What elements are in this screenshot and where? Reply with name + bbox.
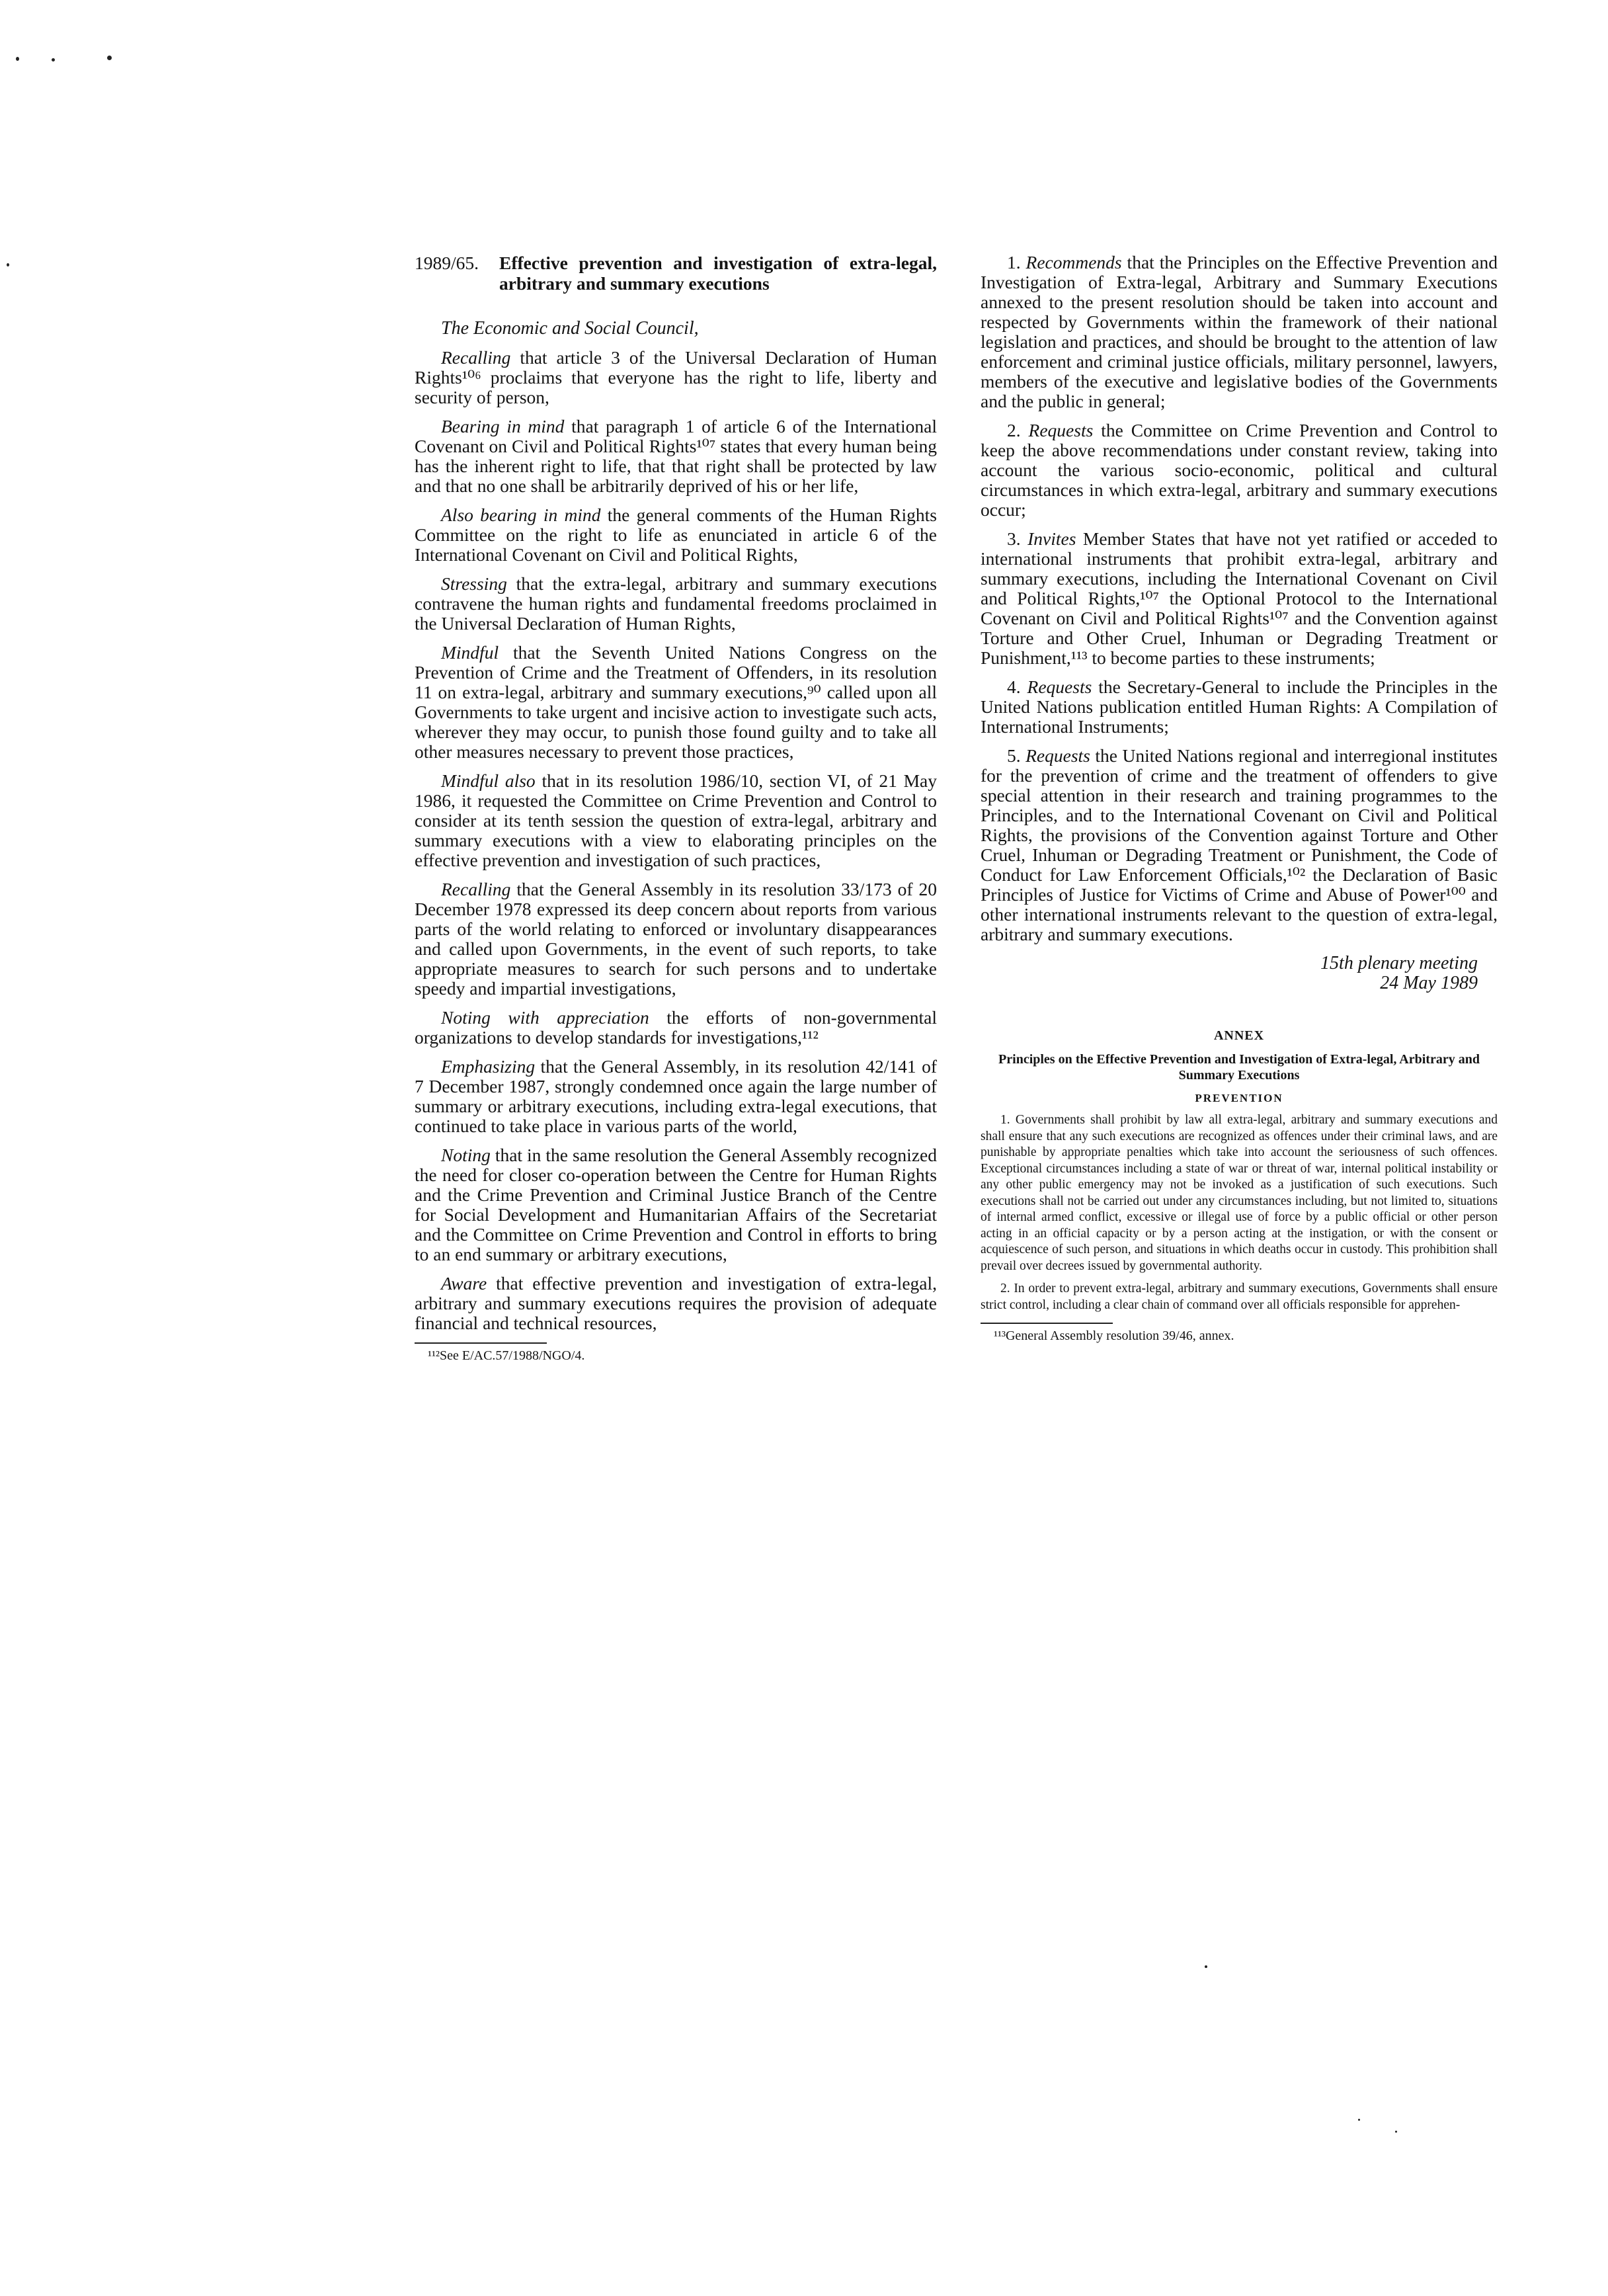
scan-speck [1395,2131,1397,2133]
preamble-text: that the extra-legal, arbitrary and summary executions contravene the human rights and fundamental freedoms proclaimed in the Universal Declaration of Human Rights, [415,573,937,634]
preamble-paragraph [415,348,937,407]
preamble-lead: Noting [441,1145,491,1165]
preamble-paragraph [415,1145,937,1264]
preamble-lead: Recalling [441,347,511,368]
preamble-lead: Recalling [441,879,511,899]
scan-speck [1205,1965,1207,1968]
operative-number: 2. [1007,420,1021,440]
footnote: ¹¹³General Assembly resolution 39/46, annex. [994,1329,1234,1343]
operative-paragraph [981,253,1498,411]
preamble-text: the general comments of the Human Rights Committee on the right to life as enunciated in article 6 of the International Covenant on Civil and Political Rights, [415,505,937,565]
preamble-text: that the General Assembly, in its resolution 42/141 of 7 December 1987, strongly condemned once again the large number of summary or arbitrary executions, including extra-legal executions, that continued to take place in various parts of the world, [415,1056,937,1136]
preamble-text: that article 3 of the Universal Declaration of Human Rights¹⁰⁶ proclaims that everyone has the right to life, liberty and security of person, [415,347,937,407]
operative-number: 3. [1007,528,1021,549]
operative-text: the Committee on Crime Prevention and Control to keep the above recommendations under constant review, taking into account the various socio-economic, political and cultural circumstances in which extra-legal, arbitrary and summary executions occur; [981,420,1498,520]
operative-text: Member States that have not yet ratified or acceded to international instruments that prohibit extra-legal, arbitrary and summary executions, including the International Covenant on Civil and Political Rights,¹⁰⁷ the Optional Protocol to the International Covenant on Civil and Political Rights¹⁰⁷ and the Convention against Torture and Other Cruel, Inhuman or Degrading Treatment or Punishment,¹¹³ to become parties to these instruments; [981,528,1498,668]
preamble-text: the efforts of non-governmental organizations to develop standards for investigations,¹¹² [415,1007,937,1047]
left-column [415,253,937,1364]
operative-paragraph [981,746,1498,944]
preamble-paragraph [415,1057,937,1136]
operative-lead: Invites [1027,528,1076,549]
preamble-lead: Aware [441,1273,487,1293]
annex-paragraph: 2. In order to prevent extra-legal, arbitrary and summary executions, Governments shall ensure strict control, including a clear chain of command over all officials responsible for apprehen- [981,1282,1498,1312]
meeting-line: 15th plenary meeting [1320,953,1478,973]
preamble-lead: Noting with appreciation [441,1007,649,1028]
preamble-lead: Mindful [441,642,499,663]
operative-lead: Requests [1027,676,1092,697]
footnote-rule [415,1342,547,1344]
preamble-paragraph [415,417,937,496]
operative-lead: Requests [1028,420,1094,440]
annex-heading: ANNEX [1213,1028,1265,1043]
footnote: ¹¹²See E/AC.57/1988/NGO/4. [428,1348,585,1363]
preamble-text: that in its resolution 1986/10, section VI, of 21 May 1986, it requested the Committee on Crime Prevention and Control to consider at its tenth session the question of extra-legal, arbitrary and summary executions with a view to elaborating principles on the effective prevention and investigation of such practices, [415,770,938,870]
annex-title: Principles on the Effective Prevention and Investigation of Extra-legal, Arbitrary and Summary Executions [998,1052,1480,1083]
preamble-lead: Stressing [441,573,507,594]
preamble-text: that effective prevention and investigation of extra-legal, arbitrary and summary executions requires the provision of adequate financial and technical resources, [415,1273,937,1333]
right-column [981,253,1498,1344]
resolution-heading [415,253,937,294]
operative-lead: Recommends [1025,252,1122,272]
preamble-lead: Also bearing in mind [441,505,601,525]
scan-speck [16,57,19,61]
preamble-paragraph [415,880,937,999]
resolution-number: 1989/65. [415,253,479,273]
operative-paragraph [981,677,1498,737]
operative-paragraph [981,421,1498,520]
operative-text: the Secretary-General to include the Principles in the United Nations publication entitled Human Rights: A Compilation of International Instruments; [981,676,1498,737]
annex-paragraph: 1. Governments shall prohibit by law all extra-legal, arbitrary and summary executions and shall ensure that any such executions are recognized as offences under their criminal laws, and are punishable by appropriate penalties which take into account the seriousness of such offences. Exceptional circumstances including a state of war or threat of war, internal political instability or any other public emergency may not be invoked as a justification of such executions. Such executions shall not be carried out under any circumstances including, but not limited to, situations of internal armed conflict, excessive or illegal use of force by a public official or other person acting in an official capacity or by a person acting at the instigation, or with the consent or acquiescence of such person, and situations in which deaths occur in custody. This prohibition shall prevail over decrees issued by governmental authority. [981,1113,1498,1273]
council-name: The Economic and Social Council, [441,318,699,339]
preamble-paragraph [415,1274,937,1333]
preamble-lead: Bearing in mind [441,416,565,436]
operative-text: that the Principles on the Effective Prevention and Investigation of Extra-legal, Arbitrary and Summary Executions annexed to the present resolution should be taken into account and respected by Governments within the framework of their national legislation and practices, and should be brought to the attention of law enforcement and criminal justice officials, military personnel, lawyers, members of the executive and legislative bodies of the Governments and the public in general; [981,252,1498,411]
preamble-text: that the General Assembly in its resolution 33/173 of 20 December 1978 expressed its deep concern about reports from various parts of the world relating to enforced or involuntary disappearances and called upon Governments, in the event of such reports, to take appropriate measures to search for such persons and to undertake speedy and impartial investigations, [415,879,937,999]
preamble-paragraph [415,771,937,870]
scan-speck [7,263,9,266]
operative-paragraph [981,529,1498,668]
operative-number: 1. [1007,252,1021,272]
preamble-text: that paragraph 1 of article 6 of the International Covenant on Civil and Political Rights¹⁰⁷ states that every human being has the inherent right to life, that that right shall be protected by law and that no one shall be arbitrarily deprived of his or her life, [415,416,937,496]
preamble-paragraph [415,574,937,634]
preamble-paragraph [415,505,937,565]
preamble-lead: Mindful also [441,770,536,791]
meeting-date: 24 May 1989 [1380,973,1478,993]
preamble-lead: Emphasizing [441,1056,536,1077]
preamble-paragraph [415,643,937,762]
preamble-paragraph [415,1008,937,1047]
preamble-text: that the Seventh United Nations Congress on the Prevention of Crime and the Treatment of Offenders, in its resolution 11 on extra-legal, arbitrary and summary executions,⁹⁰ called upon all Governments to take urgent and incisive action to investigate such acts, wherever they may occur, to punish those found guilty and to take all other measures necessary to prevent those practices, [415,642,937,762]
scan-speck [1358,2119,1360,2121]
operative-number: 4. [1007,676,1021,697]
annex-section-heading: PREVENTION [1195,1092,1283,1104]
resolution-title: Effective prevention and investigation of extra-legal, arbitrary and summary executions [499,253,937,294]
operative-number: 5. [1007,745,1021,766]
preamble-text: that in the same resolution the General Assembly recognized the need for closer co-operation between the Centre for Human Rights and the Crime Prevention and Criminal Justice Branch of the Centre for Social Development and Humanitarian Affairs of the Secretariat and the Committee on Crime Prevention and Control in efforts to bring to an end summary or arbitrary executions, [415,1145,937,1264]
operative-text: the United Nations regional and interregional institutes for the prevention of crime and the treatment of offenders to give special attention in their research and training programmes to the Principles, and to the International Covenant on Civil and Political Rights, the provisions of the Convention against Torture and Other Cruel, Inhuman or Degrading Treatment or Punishment, the Code of Conduct for Law Enforcement Officials,¹⁰² the Declaration of Basic Principles of Justice for Victims of Crime and Abuse of Power¹⁰⁰ and other international instruments relevant to the question of extra-legal, arbitrary and summary executions. [981,745,1498,944]
operative-lead: Requests [1025,745,1090,766]
scan-speck [107,56,112,60]
scan-speck [52,58,55,62]
footnote-rule [981,1323,1113,1324]
